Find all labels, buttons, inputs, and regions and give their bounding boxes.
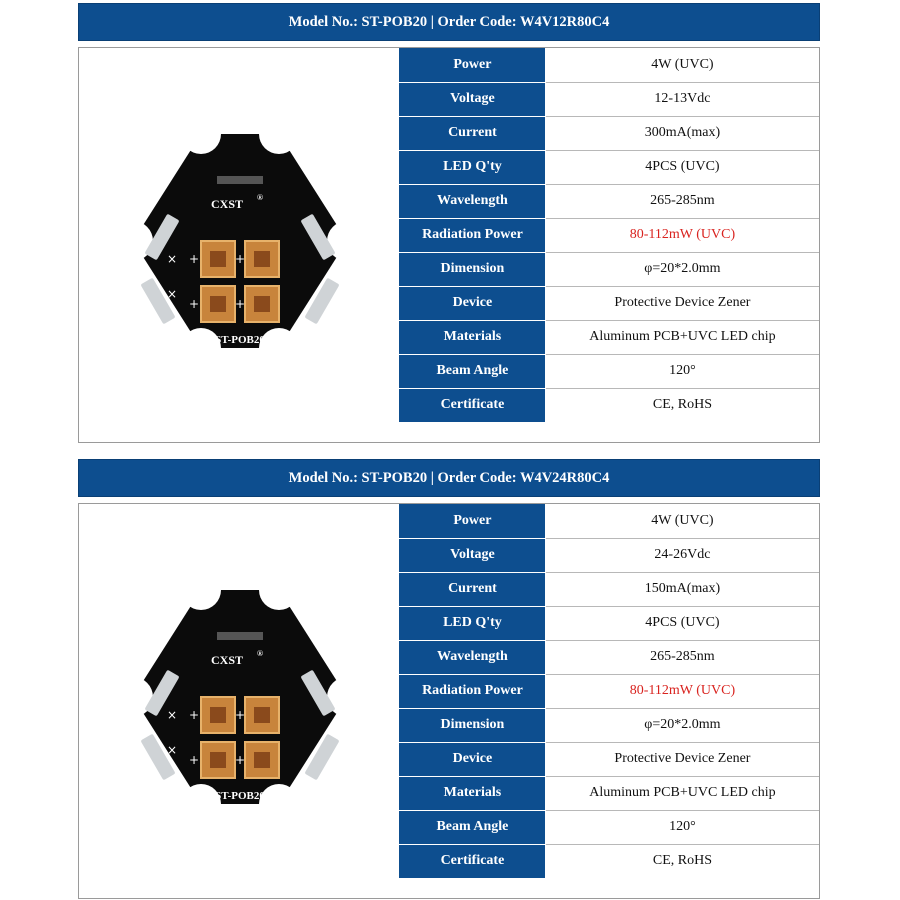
svg-text:×: × — [167, 708, 178, 722]
table-row — [400, 504, 820, 538]
table-row — [400, 538, 820, 572]
spec-value: Protective Device Zener — [545, 286, 819, 320]
spec-value: Aluminum PCB+UVC LED chip — [545, 776, 819, 810]
product-title: Model No.: ST-POB20 | Order Code: W4V24R80C4 — [78, 459, 820, 497]
spec-label: LED Q'ty — [400, 606, 546, 640]
board-reg-mark: ® — [257, 193, 263, 202]
spec-value: 150mA(max) — [545, 572, 819, 606]
spec-value: φ=20*2.0mm — [545, 708, 819, 742]
spec-label: Materials — [400, 776, 546, 810]
spec-value: 265-285nm — [545, 184, 819, 218]
spec-label: Wavelength — [400, 184, 546, 218]
table-row — [400, 252, 820, 286]
spec-value: 12-13Vdc — [545, 82, 819, 116]
table-row — [400, 640, 820, 674]
spec-value: 120° — [545, 354, 819, 388]
led-board-image — [79, 504, 400, 898]
table-row — [400, 354, 820, 388]
spec-label: Beam Angle — [400, 354, 546, 388]
table-row — [400, 674, 820, 708]
table-row — [400, 320, 820, 354]
table-row — [400, 286, 820, 320]
table-row — [400, 184, 820, 218]
svg-text:+: + — [235, 708, 246, 722]
spec-value: 120° — [545, 810, 819, 844]
product-body — [78, 503, 820, 899]
spec-label: Materials — [400, 320, 546, 354]
spec-label: Dimension — [400, 252, 546, 286]
spec-value: 300mA(max) — [545, 116, 819, 150]
spec-value: Aluminum PCB+UVC LED chip — [545, 320, 819, 354]
spec-label: Power — [400, 48, 546, 82]
table-row — [400, 776, 820, 810]
spec-value: 4W (UVC) — [545, 504, 819, 538]
spec-value: 4PCS (UVC) — [545, 606, 819, 640]
table-row — [400, 708, 820, 742]
spec-label: Wavelength — [400, 640, 546, 674]
led-board-icon — [127, 584, 353, 810]
spec-value: CE, RoHS — [545, 388, 819, 422]
spec-value: 4W (UVC) — [545, 48, 819, 82]
spec-label: Radiation Power — [400, 674, 546, 708]
spec-value: 24-26Vdc — [545, 538, 819, 572]
svg-text:+: + — [189, 252, 200, 266]
led-board-icon — [127, 128, 353, 354]
product-block-1 — [78, 3, 820, 443]
board-model-mark: ST-POB20 — [215, 790, 265, 802]
product-block-2 — [78, 459, 820, 899]
spec-label: Voltage — [400, 538, 546, 572]
svg-text:+: + — [189, 297, 200, 311]
table-row — [400, 742, 820, 776]
table-row — [400, 844, 820, 878]
board-reg-mark: ® — [257, 649, 263, 658]
svg-text:+: + — [235, 753, 246, 767]
spec-value-highlight: 80-112mW (UVC) — [545, 674, 819, 708]
spec-value: 265-285nm — [545, 640, 819, 674]
svg-text:+: + — [235, 297, 246, 311]
spec-label: Current — [400, 116, 546, 150]
spec-value-highlight: 80-112mW (UVC) — [545, 218, 819, 252]
svg-text:×: × — [167, 743, 178, 757]
spec-value: 4PCS (UVC) — [545, 150, 819, 184]
table-row — [400, 810, 820, 844]
spec-label: Device — [400, 286, 546, 320]
table-row — [400, 116, 820, 150]
svg-text:+: + — [235, 252, 246, 266]
product-title: Model No.: ST-POB20 | Order Code: W4V12R80C4 — [78, 3, 820, 41]
svg-text:+: + — [189, 753, 200, 767]
table-row — [400, 388, 820, 422]
spec-label: Power — [400, 504, 546, 538]
spec-label: LED Q'ty — [400, 150, 546, 184]
spec-label: Beam Angle — [400, 810, 546, 844]
spec-label: Voltage — [400, 82, 546, 116]
board-model-mark: ST-POB20 — [215, 334, 265, 346]
svg-text:+: + — [189, 708, 200, 722]
table-row — [400, 572, 820, 606]
spec-value: CE, RoHS — [545, 844, 819, 878]
spec-label: Radiation Power — [400, 218, 546, 252]
spec-label: Dimension — [400, 708, 546, 742]
table-row — [400, 150, 820, 184]
led-board-image — [79, 48, 400, 442]
product-body — [78, 47, 820, 443]
spec-label: Current — [400, 572, 546, 606]
spec-value: Protective Device Zener — [545, 742, 819, 776]
table-row — [400, 606, 820, 640]
spec-label: Certificate — [400, 388, 546, 422]
table-row — [400, 48, 820, 82]
spec-value: φ=20*2.0mm — [545, 252, 819, 286]
svg-text:×: × — [167, 287, 178, 301]
table-row — [400, 82, 820, 116]
board-brand: CXST — [210, 197, 244, 211]
table-row — [400, 218, 820, 252]
spec-label: Certificate — [400, 844, 546, 878]
spec-table — [399, 48, 819, 422]
spec-table — [399, 504, 819, 878]
spec-label: Device — [400, 742, 546, 776]
board-brand: CXST — [210, 653, 244, 667]
svg-text:×: × — [167, 252, 178, 266]
